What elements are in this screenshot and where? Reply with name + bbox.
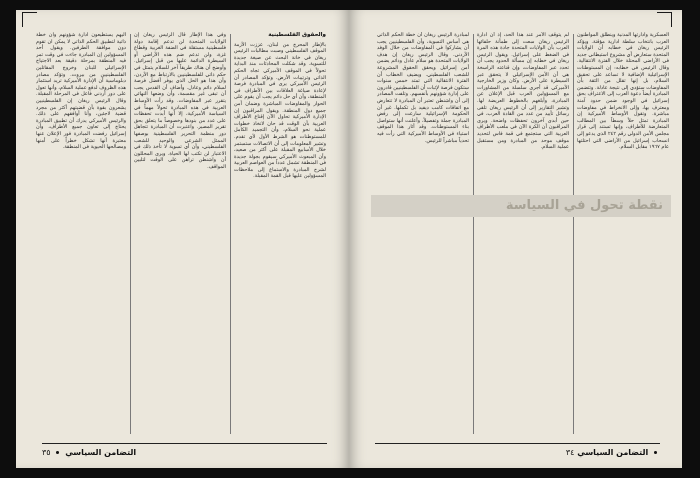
footer-rule: [375, 443, 660, 444]
column-text: بالإطار المحرج من لبنان، عززت الأزمة الموقف الفلسطيني وصبت مطالبات الرئيس ريغان في خانة البحث عن صيغة جديدة للتسوية. وقد شكلت المحادثات منذ البداية تحولاً في الموقف الأميركي تجاه الحكم الذاتي وترتيبات الأرض. وتؤكد المصادر أن الرئيس الأميركي يرى في المبادرة فرصة لإعادة صياغة العلاقات بين الأطراف في المنطقة، وأن أي حل دائم يجب أن يقوم على الحوار والمفاوضات المباشرة وضمان أمن جميع دول المنطقة. ويقول المراقبون إن الإدارة الأميركية تحاول الآن إقناع الأطراف العربية بأن الوقت قد حان لاتخاذ خطوات عملية نحو السلام، وأن التجميد الكامل للمستوطنات هو الشرط الأول لأي تقدم. وتشير المعلومات إلى أن الاتصالات ستستمر خلال الأسابيع المقبلة على أكثر من صعيد، وأن المبعوث الأميركي سيقوم بجولة جديدة في المنطقة تشمل عدداً من العواصم العربية لشرح المبادرة والاستماع إلى ملاحظات المسؤولين عليها قبل القمة المقبلة.: [234, 41, 326, 180]
right-page: [349, 10, 682, 468]
bullet-icon: [654, 451, 657, 454]
footer-magazine-name: التضامن: [104, 448, 137, 457]
left-page-column-left: [36, 32, 126, 437]
column-heading: والحقوق الفلسطينية: [268, 32, 326, 38]
right-page-column-middle: [477, 32, 569, 437]
column-text: وفي هذا الإطار قال الرئيس ريغان إن الولايات المتحدة لن تدعم إقامة دولة فلسطينية مستقلة في الضفة الغربية وقطاع غزة، ولن تدعم ضم هذه الأراضي أو السيطرة الدائمة عليها من قبل إسرائيل. وأوضح أن هناك طريقاً آخر للسلام يتمثل في حكم ذاتي للفلسطينيين بالارتباط مع الأردن، وأن هذا هو الحل الذي يوفر أفضل فرصة لسلام دائم وعادل. وأضاف أن القدس يجب أن تبقى غير مقسمة، وأن وضعها النهائي يتقرر عبر المفاوضات. وقد رأت الأوساط العربية في هذه المبادرة تحولاً مهماً في السياسة الأميركية، إلا أنها أبدت تحفظات على عدد من بنودها وخصوصاً ما يتعلق بحق تقرير المصير. واعتبرت أن المبادرة تتجاهل دور منظمة التحرير الفلسطينية بوصفها الممثل الشرعي والوحيد للشعب الفلسطيني، وأن أي تسوية لا تأخذ ذلك في الاعتبار لن تكتب لها الحياة. ويرى المحللون أن واشنطن تراهن على الوقت لتليين المواقف.: [134, 32, 226, 170]
bullet-icon: [56, 451, 59, 454]
footer-label: السياسي: [577, 448, 614, 457]
column-divider: [130, 34, 131, 434]
footer-label: السياسي: [65, 448, 102, 457]
page-number: ٣٤: [565, 448, 575, 457]
page-corner-mark: [22, 12, 37, 27]
column-text: لمبادرة الرئيس ريغان أن خطة الحكم الذاتي هي أساس التسوية، وأن الفلسطينيين يجب أن يشاركوا في المفاوضات من خلال الوفد الأردني. وقال الرئيس ريغان إن هدف الولايات المتحدة هو سلام عادل ودائم يضمن أمن إسرائيل ويحقق الحقوق المشروعة للشعب الفلسطيني. ويضيف الخطاب أن الفترة الانتقالية التي تمتد خمس سنوات ستكون فرصة لإثبات أن الفلسطينيين قادرون على إدارة شؤونهم بأنفسهم. وتلفت المصادر إلى أن واشنطن تعتبر أن المبادرة لا تتعارض مع اتفاقات كامب ديفيد بل تكملها. غير أن الحكومة الإسرائيلية سارعت إلى رفض المبادرة جملة وتفصيلاً، وأعلنت أنها ستواصل بناء المستوطنات. وقد أثار هذا الموقف استياء في الأوساط الأميركية التي رأت فيه تحدياً مباشراً للرئيس.: [377, 32, 469, 144]
page-footer: [566, 448, 660, 457]
page-number: ٣٥: [42, 448, 51, 457]
page-footer: [42, 448, 136, 457]
footer-rule: [42, 443, 327, 444]
left-page-column-right: [234, 32, 326, 437]
column-text: اليهم يستطيعون ادارة شؤونهم وان خطة ذاتية لتطبيق الحكم الذاتي لا يمكن ان تقوم دون موافقة الطرفين. ويقول أحد المسؤولين إن المبادرة جاءت في وقت تمر فيه المنطقة بمرحلة دقيقة بعد الاجتياح الإسرائيلي للبنان وخروج المقاتلين الفلسطينيين من بيروت. وتؤكد مصادر دبلوماسية أن الإدارة الأميركية تريد استثمار هذه الظروف لدفع عملية السلام، وأنها تعول على دور أردني فاعل في المرحلة المقبلة. وقال الرئيس ريغان إن الفلسطينيين يشعرون بقوة بأن قضيتهم أكثر من مجرد قضية لاجئين، وأنا أوافقهم على ذلك. والرئيس الأميركي يدرك أن تطبيق المبادرة يحتاج إلى تعاون جميع الأطراف، وأن إسرائيل رفضت المبادرة فور الإعلان عنها معتبرة أنها تشكل خطراً على أمنها ومصالحها الحيوية في المنطقة.: [36, 32, 126, 151]
column-divider: [473, 34, 474, 434]
article-banner-heading: نقطة تحول في السياسة: [371, 195, 671, 217]
left-page: [16, 10, 349, 468]
magazine-spread: [16, 10, 682, 468]
column-divider: [230, 34, 231, 434]
page-corner-mark: [657, 12, 672, 27]
footer-magazine-name: التضامن: [616, 448, 649, 457]
right-page-column-right: [577, 32, 669, 437]
column-text: لم يتوقف الأمر عند هذا الحد، إذ أن ادارة الرئيس ريغان سعت إلى طمأنة حلفائها العرب بأن الولايات المتحدة جادة هذه المرة في الضغط على إسرائيل. ويقول الرئيس ريغان في خطابه إن مسألة الحدود يجب أن تحدد عبر المفاوضات، وإن قناعته الراسخة هي أن الأمن الإسرائيلي لا يتحقق عبر السيطرة على الأرض. وكان وزير الخارجية الأميركي قد أجرى سلسلة من المشاورات مع المسؤولين العرب قبل الإعلان عن المبادرة، وأبلغهم بالخطوط العريضة لها. وتشير التقارير إلى أن الرئيس ريغان تلقى رسائل تأييد من عدد من القادة العرب، في حين أبدى آخرون تحفظات واضحة. ويرى المراقبون أن الكرة الآن في ملعب الأطراف العربية التي ستجتمع في قمة فاس لتحديد موقف موحد من المبادرة ومن مستقبل عملية السلام.: [477, 32, 569, 151]
column-text: العسكرية وادارتها المدنية وينطلق المواطنون العرب بانتخاب سلطة ادارية مؤقتة. ويؤكد الرئيس ريغان في خطابه أن الولايات المتحدة ستعارض أي مشروع استيطاني جديد في الأراضي المحتلة خلال الفترة الانتقالية. وقال الرئيس في خطابه: إن المستوطنات الإسرائيلية الإضافية لا تساعد على تحقيق السلام، بل إنها تقلل من الثقة بأن المفاوضات ستؤدي إلى نتيجة عادلة. وتتضمن المبادرة أيضاً دعوة العرب إلى الاعتراف بحق إسرائيل في الوجود ضمن حدود آمنة ومعترف بها، وإلى الانخراط في مفاوضات مباشرة. وتقول الأوساط الأميركية إن المبادرة تمثل حلاً وسطاً بين المطالب المتعارضة للأطراف، وإنها تستند إلى قرار مجلس الأمن الدولي رقم ٢٤٢ الذي يدعو إلى انسحاب إسرائيل من الأراضي التي احتلتها عام ١٩٦٧ مقابل السلام.: [577, 32, 669, 151]
column-divider: [573, 34, 574, 434]
right-page-column-left: [377, 32, 469, 437]
left-page-column-middle: [134, 32, 226, 437]
